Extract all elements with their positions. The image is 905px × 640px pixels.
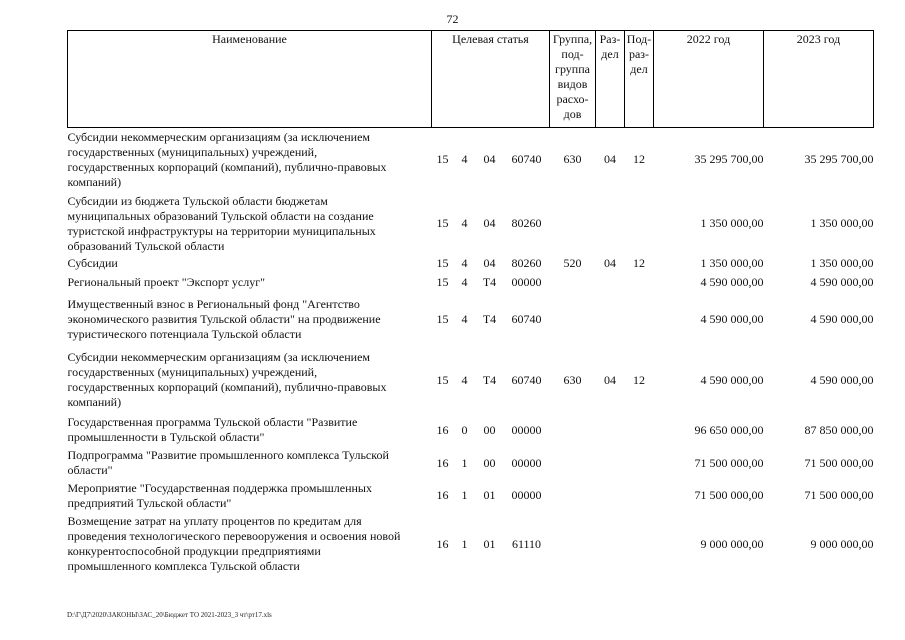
cell-amount-2022: 4 590 000,00: [700, 274, 764, 289]
cell-code-program: 15: [436, 256, 449, 270]
cell-expense-group: 630: [563, 372, 582, 387]
cell-amount-2023: 35 295 700,00: [804, 152, 874, 167]
row-name-line: туристического потенциала Тульской области: [67, 327, 302, 341]
cell-code-direction: 80260: [511, 256, 542, 270]
row-name-line: проведения технологического перевооружения и освоения новой: [67, 529, 401, 543]
cell-amount-2022: 71 500 000,00: [694, 455, 764, 470]
row-name-line: промышленности в Тульской области": [67, 430, 265, 444]
cell-code-subprogram: 4: [461, 256, 468, 270]
table-row: [68, 512, 874, 577]
cell-code-main: 04: [483, 216, 496, 230]
cell-code-program: 16: [436, 488, 449, 502]
header-line: расхо-: [556, 92, 589, 106]
row-name-line: Субсидии некоммерческим организациям (за исключением: [67, 350, 371, 364]
cell-code-program: 16: [436, 455, 449, 470]
cell-amount-2022: 35 295 700,00: [694, 152, 764, 167]
cell-code-subprogram: 1: [461, 536, 468, 551]
cell-code-program: 15: [436, 152, 449, 167]
cell-code-subprogram: 4: [461, 274, 468, 289]
cell-code-direction: 60740: [511, 372, 542, 387]
cell-expense-group: [550, 512, 596, 577]
cell-expense-group: [550, 480, 596, 512]
file-path-footer: D:\Г\Д7\2020\ЗАКОНЫ\ЗАС_20\Бюджет ТО 2021-2023_3 чт\рт17.xls: [67, 611, 272, 619]
cell-amount-2022: 71 500 000,00: [694, 488, 764, 502]
cell-code-subprogram: 4: [461, 152, 468, 167]
cell-code-subprogram: 4: [461, 216, 468, 230]
cell-code-subprogram: 1: [461, 488, 468, 502]
header-subsection: [625, 31, 654, 128]
row-name-line: экономического развития Тульской области" на продвижение: [67, 312, 381, 326]
row-name: [68, 447, 432, 480]
row-name-line: государственных корпораций (компаний), публично-правовых: [67, 380, 387, 394]
row-name-line: государственных (муниципальных) учреждений,: [67, 365, 318, 379]
header-line: Группа,: [552, 32, 593, 46]
cell-amount-2022: 1 350 000,00: [700, 216, 764, 230]
header-target: Целевая статья: [432, 31, 550, 128]
cell-subsection: [625, 192, 654, 256]
cell-code-main: 00: [483, 422, 496, 437]
row-name: [68, 347, 432, 414]
cell-code-subprogram: 4: [461, 312, 468, 326]
cell-code-main: 04: [483, 256, 496, 270]
cell-amount-2023: 71 500 000,00: [804, 488, 874, 502]
cell-code-main: 01: [483, 488, 496, 502]
cell-expense-group: [550, 447, 596, 480]
cell-code-direction: 60740: [511, 312, 542, 326]
row-name-line: Субсидии из бюджета Тульской области бюджетам: [67, 193, 328, 208]
cell-code-main: 01: [483, 536, 496, 551]
header-line: Раз-: [599, 32, 621, 46]
header-section: [596, 31, 625, 128]
cell-section: [596, 272, 625, 293]
table-row: [68, 347, 874, 414]
table-row: [68, 414, 874, 447]
header-line: под-: [561, 47, 584, 61]
cell-expense-group: 520: [563, 256, 582, 270]
cell-subsection: 12: [633, 372, 645, 387]
cell-subsection: [625, 293, 654, 347]
table-row: [68, 272, 874, 293]
cell-code-direction: 00000: [511, 455, 542, 470]
cell-amount-2023: 4 590 000,00: [810, 274, 874, 289]
cell-amount-2023: 4 590 000,00: [810, 372, 874, 387]
row-name-line: области": [67, 463, 113, 477]
cell-code-subprogram: 4: [461, 372, 468, 387]
cell-code-program: 15: [436, 312, 449, 326]
cell-expense-group: [550, 293, 596, 347]
table-row: [68, 480, 874, 512]
row-name: [68, 480, 432, 512]
row-name: [68, 192, 432, 256]
header-line: видов: [557, 77, 588, 91]
header-line: группа: [555, 62, 590, 76]
row-name-line: Мероприятие "Государственная поддержка промышленных: [67, 480, 372, 495]
cell-code-main: T4: [482, 274, 497, 289]
row-name: [68, 272, 432, 293]
header-line: дел: [601, 47, 619, 61]
cell-subsection: 12: [633, 152, 645, 167]
row-name: [68, 293, 432, 347]
row-name-line: предприятий Тульской области": [67, 495, 232, 510]
row-name-line: государственных (муниципальных) учреждений,: [67, 144, 318, 159]
header-year-2023: 2023 год: [764, 31, 874, 128]
cell-amount-2023: 9 000 000,00: [810, 536, 874, 551]
row-name: [68, 512, 432, 577]
budget-table: [67, 30, 874, 577]
header-year-2022: 2022 год: [654, 31, 764, 128]
table-row: [68, 128, 874, 192]
cell-section: [596, 293, 625, 347]
cell-code-main: T4: [482, 312, 497, 326]
cell-expense-group: [550, 414, 596, 447]
cell-section: 04: [604, 152, 616, 167]
cell-code-direction: 00000: [511, 422, 542, 437]
cell-code-main: T4: [482, 372, 497, 387]
header-line: дел: [630, 62, 648, 76]
cell-code-main: 00: [483, 455, 496, 470]
cell-code-main: 04: [483, 152, 496, 167]
row-name-line: компаний): [67, 174, 122, 189]
cell-code-direction: 60740: [511, 152, 542, 167]
cell-amount-2023: 1 350 000,00: [810, 256, 874, 270]
row-name-line: Региональный проект "Экспорт услуг": [67, 274, 266, 289]
header-name: Наименование: [68, 31, 432, 128]
table-row: [68, 256, 874, 272]
cell-subsection: [625, 512, 654, 577]
cell-expense-group: [550, 272, 596, 293]
cell-code-direction: 61110: [511, 536, 542, 551]
cell-amount-2022: 96 650 000,00: [694, 422, 764, 437]
table-header-row: [68, 31, 874, 128]
row-name-line: муниципальных образований Тульской области на создание: [67, 208, 374, 223]
cell-section: 04: [604, 372, 616, 387]
cell-code-subprogram: 0: [461, 422, 468, 437]
row-name-line: Государственная программа Тульской области "Развитие: [67, 415, 358, 429]
table-row: [68, 447, 874, 480]
cell-expense-group: 630: [563, 152, 582, 167]
header-group: [550, 31, 596, 128]
row-name-line: компаний): [67, 395, 122, 409]
cell-subsection: 12: [633, 256, 645, 270]
page-number: 72: [446, 12, 459, 26]
cell-subsection: [625, 480, 654, 512]
header-line: раз-: [628, 47, 650, 61]
cell-section: 04: [604, 256, 616, 270]
cell-amount-2023: 71 500 000,00: [804, 455, 874, 470]
row-name-line: промышленного комплекса Тульской области: [67, 559, 300, 573]
header-line: Под-: [626, 32, 652, 46]
cell-section: [596, 480, 625, 512]
table-row: [68, 192, 874, 256]
cell-code-direction: 00000: [511, 488, 542, 502]
cell-code-program: 15: [436, 274, 449, 289]
row-name: [68, 256, 432, 272]
cell-section: [596, 512, 625, 577]
cell-code-subprogram: 1: [461, 455, 468, 470]
cell-amount-2023: 1 350 000,00: [810, 216, 874, 230]
cell-subsection: [625, 447, 654, 480]
cell-amount-2022: 4 590 000,00: [700, 372, 764, 387]
cell-subsection: [625, 272, 654, 293]
row-name: [68, 128, 432, 192]
table-row: [68, 293, 874, 347]
row-name-line: Субсидии: [67, 256, 118, 270]
row-name-line: Подпрограмма "Развитие промышленного комплекса Тульской: [67, 448, 389, 462]
cell-section: [596, 414, 625, 447]
row-name-line: туристской инфраструктуры на территории муниципальных: [67, 223, 376, 238]
cell-subsection: [625, 414, 654, 447]
row-name-line: государственных корпораций (компаний), публично-правовых: [67, 159, 387, 174]
cell-section: [596, 447, 625, 480]
cell-amount-2023: 87 850 000,00: [804, 422, 874, 437]
cell-code-program: 15: [436, 372, 449, 387]
cell-code-direction: 80260: [511, 216, 542, 230]
row-name-line: образований Тульской области: [67, 238, 225, 253]
cell-amount-2022: 4 590 000,00: [700, 312, 764, 326]
row-name-line: конкурентоспособной продукции предприятиями: [67, 544, 321, 558]
cell-code-program: 15: [436, 216, 449, 230]
cell-amount-2023: 4 590 000,00: [810, 312, 874, 326]
cell-expense-group: [550, 192, 596, 256]
cell-code-direction: 00000: [511, 274, 542, 289]
cell-amount-2022: 9 000 000,00: [700, 536, 764, 551]
cell-code-program: 16: [436, 536, 449, 551]
cell-section: [596, 192, 625, 256]
row-name-line: Имущественный взнос в Региональный фонд "Агентство: [67, 297, 360, 311]
row-name: [68, 414, 432, 447]
header-line: дов: [563, 107, 582, 121]
cell-amount-2022: 1 350 000,00: [700, 256, 764, 270]
cell-code-program: 16: [436, 422, 449, 437]
row-name-line: Субсидии некоммерческим организациям (за исключением: [67, 129, 371, 144]
row-name-line: Возмещение затрат на уплату процентов по кредитам для: [67, 514, 362, 528]
